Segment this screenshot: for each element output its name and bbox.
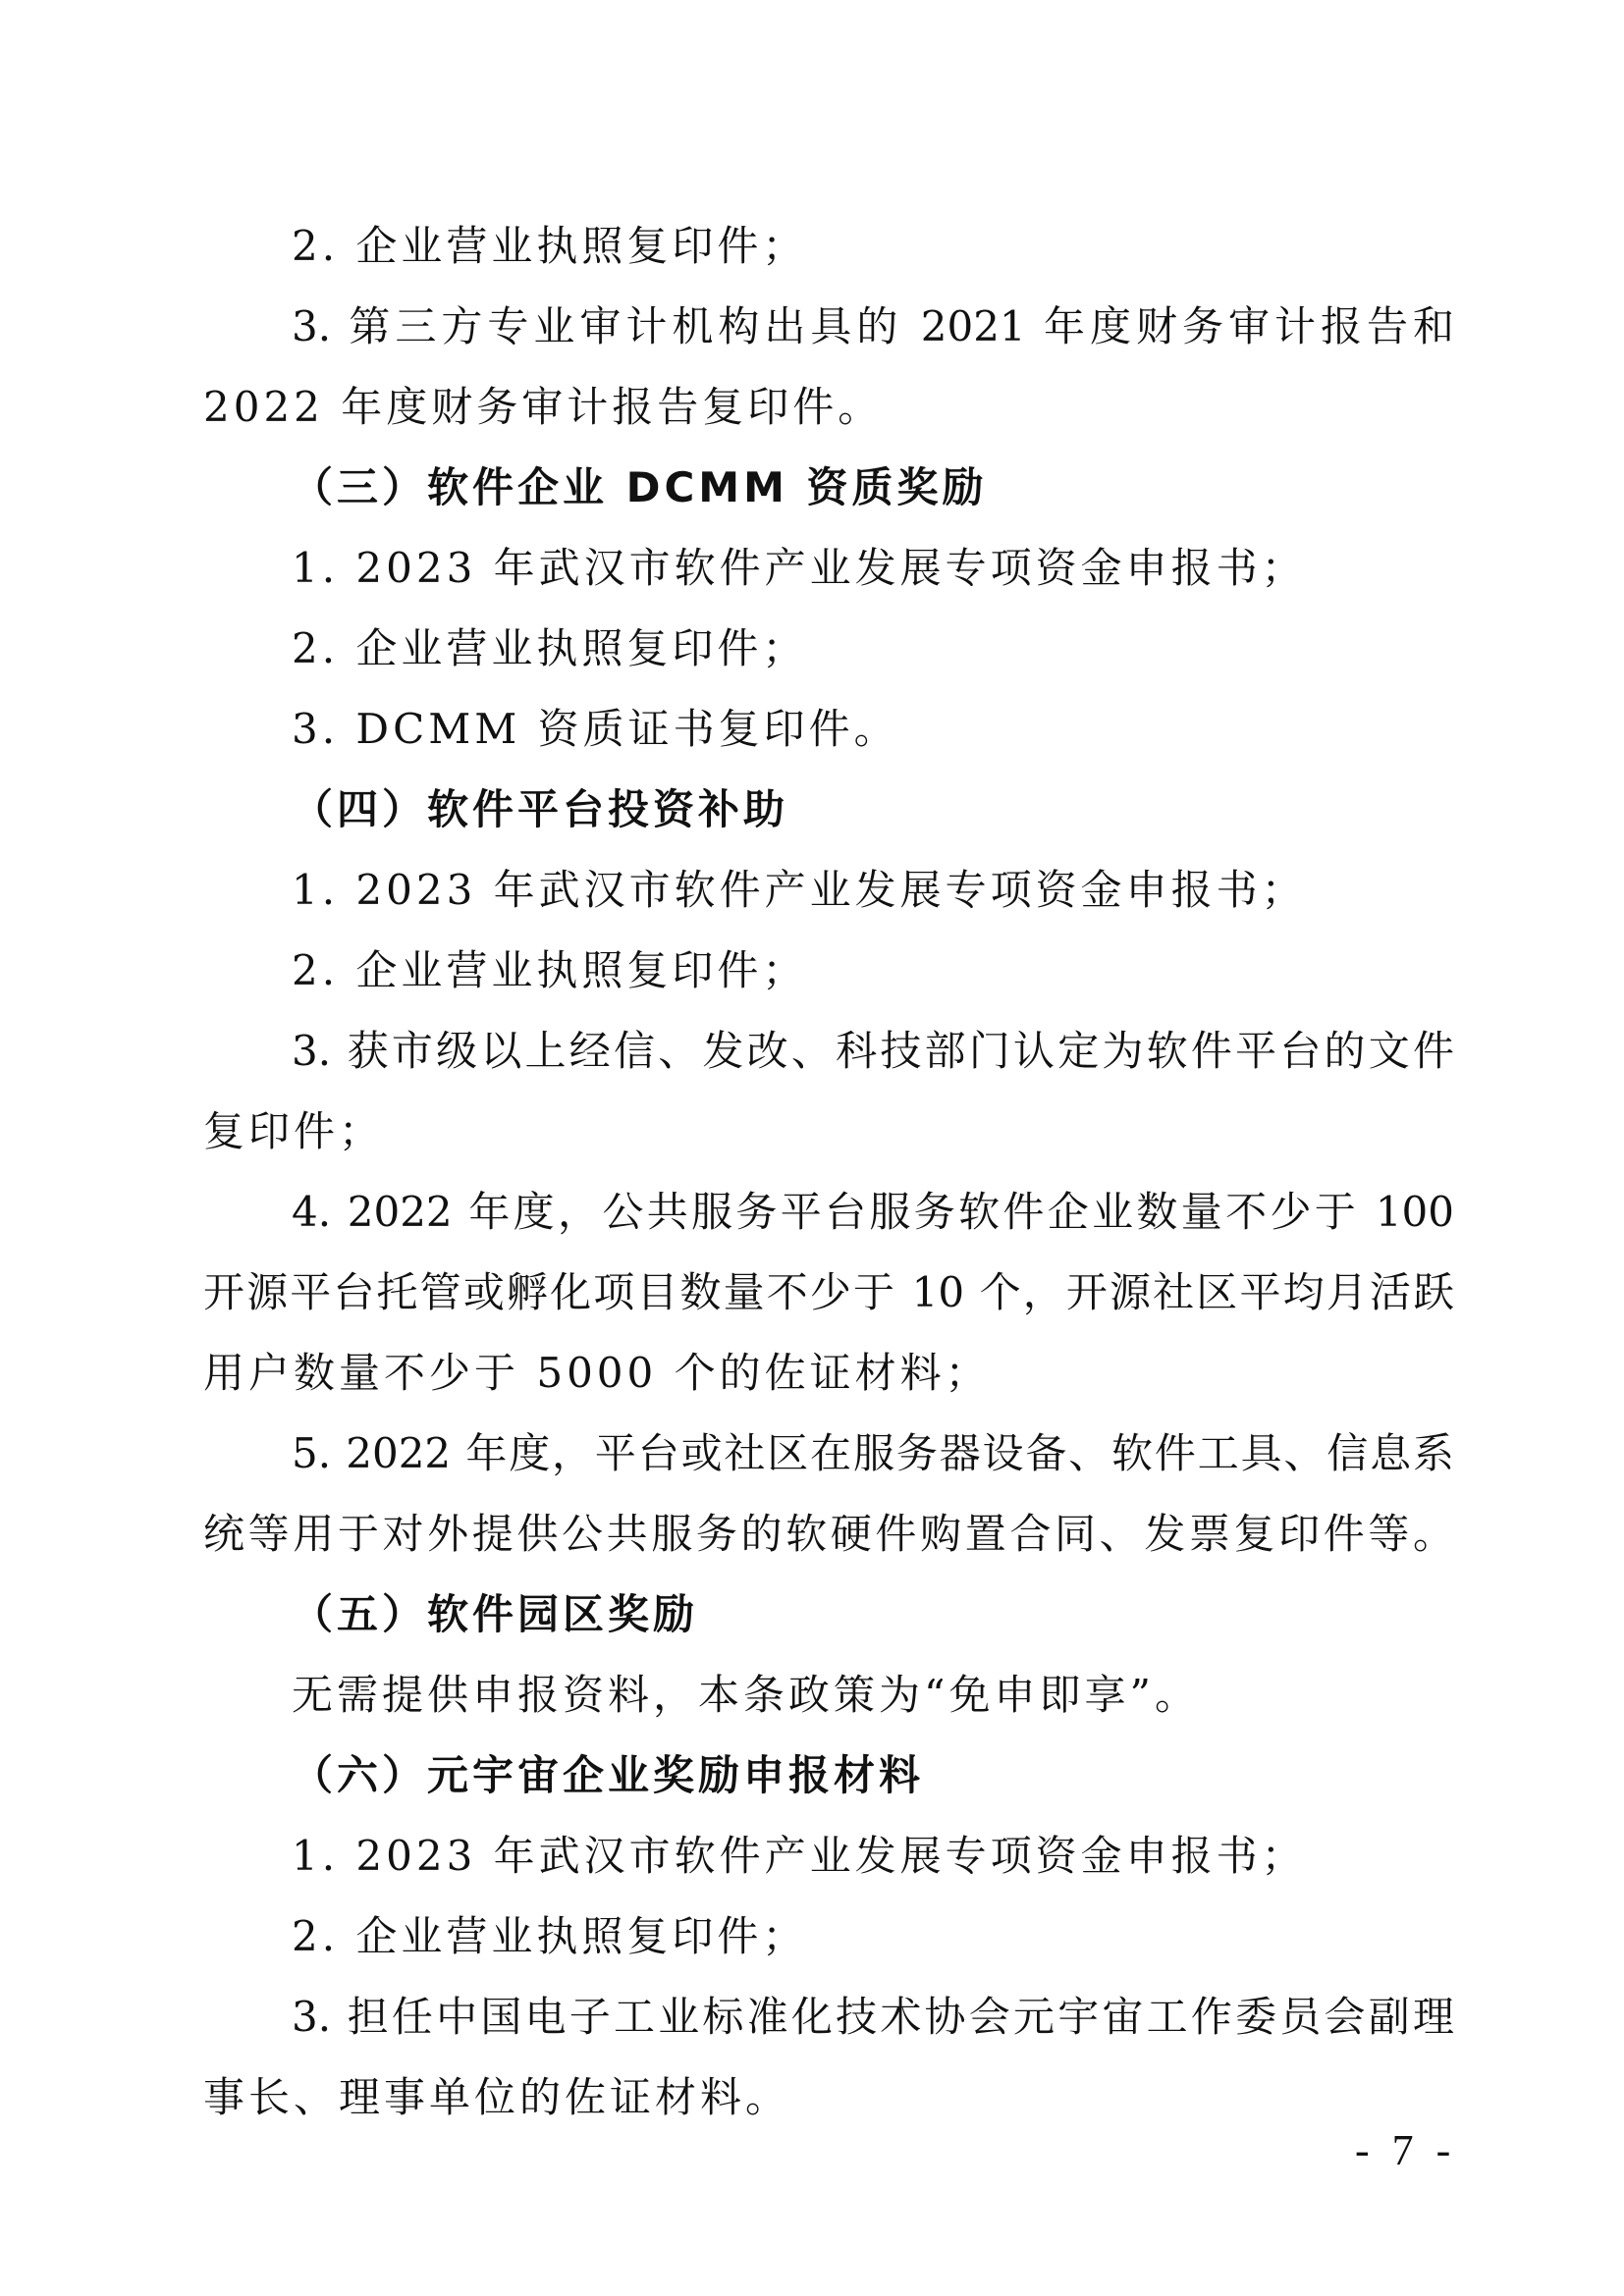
list-item-service-metrics-continued: 开源平台托管或孵化项目数量不少于 10 个，开源社区平均月活跃 (203, 1268, 1454, 1316)
section-heading-dcmm: （三）软件企业 DCMM 资质奖励 (292, 463, 988, 511)
list-item-application-form: 1. 2023 年武汉市软件产业发展专项资金申报书； (292, 1832, 1307, 1880)
list-item-application-form: 1. 2023 年武汉市软件产业发展专项资金申报书； (292, 866, 1307, 914)
list-item-business-license: 2. 企业营业执照复印件； (292, 946, 808, 994)
list-item-service-metrics-end: 用户数量不少于 5000 个的佐证材料； (203, 1349, 991, 1397)
list-item-dcmm-certificate: 3. DCMM 资质证书复印件。 (292, 705, 899, 753)
section-heading-metaverse: （六）元宇宙企业奖励申报材料 (292, 1751, 925, 1799)
list-item-platform-recognition-continued: 复印件； (203, 1107, 385, 1155)
list-item-metaverse-committee-continued: 事长、理事单位的佐证材料。 (203, 2073, 791, 2121)
list-item-business-license: 2. 企业营业执照复印件； (292, 1912, 808, 1960)
paragraph-no-application-needed: 无需提供申报资料，本条政策为“免申即享”。 (292, 1671, 1200, 1719)
list-item-audit-report: 3. 第三方专业审计机构出具的 2021 年度财务审计报告和 (292, 302, 1454, 350)
list-item-metaverse-committee: 3. 担任中国电子工业标准化技术协会元宇宙工作委员会副理 (292, 1993, 1454, 2041)
list-item-business-license: 2. 企业营业执照复印件； (292, 624, 808, 672)
section-heading-platform-subsidy: （四）软件平台投资补助 (292, 785, 789, 833)
list-item-purchase-contracts-continued: 统等用于对外提供公共服务的软硬件购置合同、发票复印件等。 (203, 1510, 1454, 1558)
list-item-purchase-contracts: 5. 2022 年度，平台或社区在服务器设备、软件工具、信息系 (292, 1429, 1454, 1477)
list-item-service-metrics: 4. 2022 年度，公共服务平台服务软件企业数量不少于 100 (292, 1188, 1454, 1236)
list-item-audit-report-continued: 2022 年度财务审计报告复印件。 (203, 383, 884, 431)
list-item-application-form: 1. 2023 年武汉市软件产业发展专项资金申报书； (292, 544, 1307, 592)
page-number: - 7 - (1355, 2126, 1457, 2174)
section-heading-software-park: （五）软件园区奖励 (292, 1590, 699, 1638)
list-item-business-license: 2. 企业营业执照复印件； (292, 222, 808, 270)
list-item-platform-recognition: 3. 获市级以上经信、发改、科技部门认定为软件平台的文件 (292, 1027, 1454, 1075)
